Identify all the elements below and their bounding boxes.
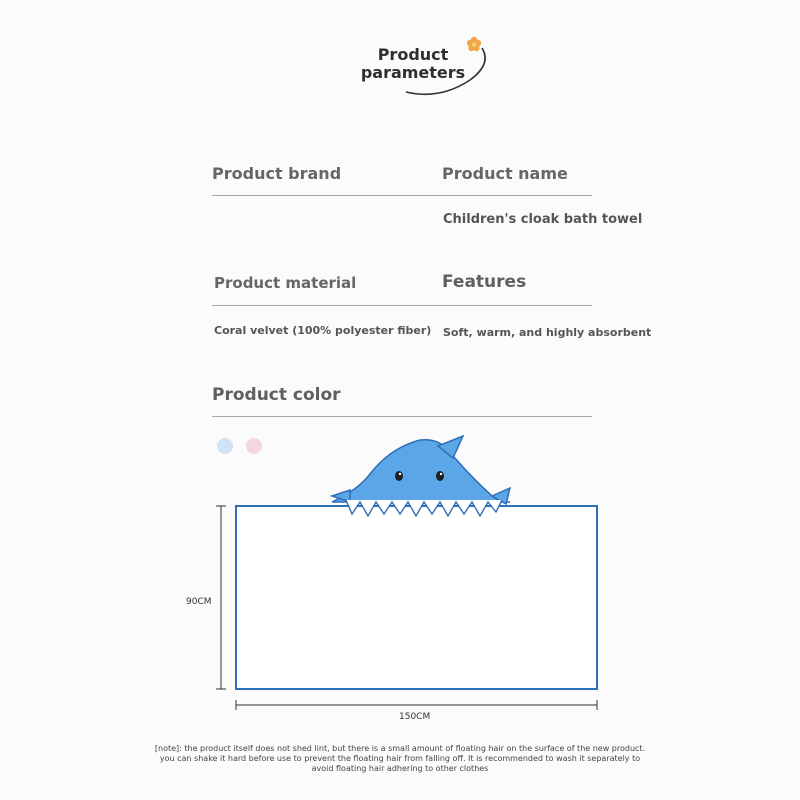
product-brand-label: Product brand	[212, 164, 342, 183]
product-name-value: Children's cloak bath towel	[443, 212, 643, 227]
width-dimension-label: 150CM	[399, 712, 431, 722]
title-line-1: Product	[377, 45, 449, 64]
features-label: Features	[442, 272, 527, 292]
flower-icon	[467, 37, 481, 51]
product-color-label: Product color	[212, 385, 341, 405]
divider	[212, 305, 592, 306]
care-note	[150, 744, 650, 774]
note-line-3: avoid floating hair adhering to other clothes	[311, 764, 489, 773]
divider	[212, 416, 592, 417]
title-line-2: parameters	[360, 63, 466, 82]
swoosh-flower-icon	[400, 34, 500, 104]
height-dimension-label: 90CM	[186, 597, 212, 607]
product-material-label: Product material	[214, 274, 357, 292]
towel-size-diagram	[180, 430, 620, 730]
divider	[212, 195, 592, 196]
product-name-label: Product name	[442, 164, 568, 183]
product-material-value: Coral velvet (100% polyester fiber)	[214, 324, 432, 337]
towel-outline	[236, 506, 597, 689]
note-line-2: you can shake it hard before use to prevent the floating hair from falling off. It is recommended to wash it separately to	[159, 754, 641, 763]
note-line-1: [note]: the product itself does not shed lint, but there is a small amount of floating hair on the surface of the new product.	[154, 744, 646, 753]
shark-hood-icon	[332, 436, 510, 516]
features-value: Soft, warm, and highly absorbent	[443, 326, 652, 339]
